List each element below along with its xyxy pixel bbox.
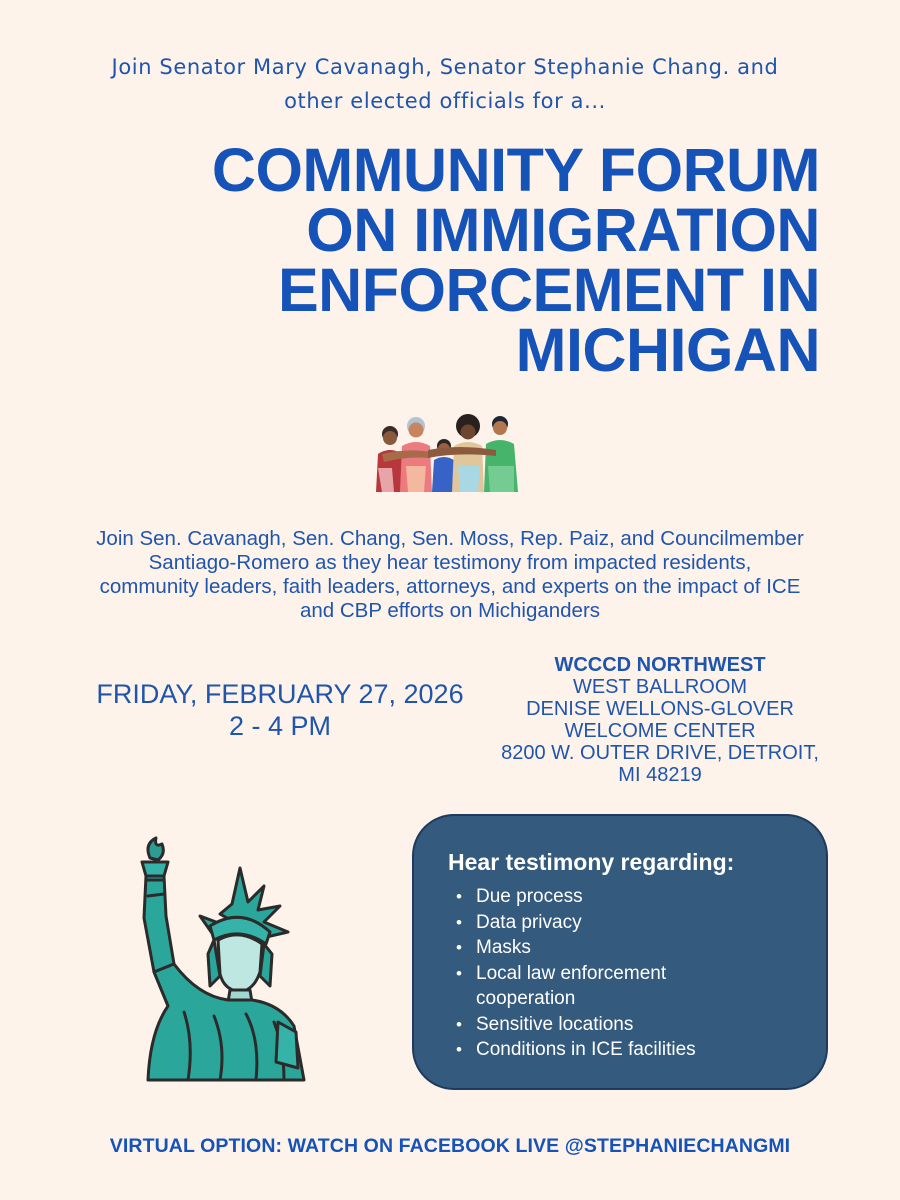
list-item-label: Sensitive locations: [476, 1013, 634, 1035]
intro-text: [60, 50, 830, 118]
venue-line-5: MI 48219: [618, 764, 702, 786]
venue-name: WCCCD NORTHWEST: [554, 654, 766, 676]
virtual-option-footer: VIRTUAL OPTION: WATCH ON FACEBOOK LIVE @STEPHANIECHANGMI: [109, 1135, 791, 1157]
list-item-label: Local law enforcement: [476, 962, 667, 984]
description-line-3: community leaders, faith leaders, attorneys, and experts on the impact of ICE: [99, 575, 801, 598]
statue-of-liberty-icon: [128, 836, 310, 1082]
intro-line-2: other elected officials for a...: [284, 89, 606, 113]
bullet-icon: •: [456, 1040, 462, 1059]
bullet-icon: •: [456, 887, 462, 906]
event-description: [40, 527, 860, 623]
bullet-icon: •: [456, 938, 462, 957]
bullet-icon: •: [456, 963, 462, 983]
event-title: [110, 136, 820, 384]
list-item: [448, 1037, 796, 1063]
bullet-icon: •: [456, 912, 462, 932]
title-line-3: ENFORCEMENT IN: [278, 256, 820, 324]
description-line-1: Join Sen. Cavanagh, Sen. Chang, Sen. Moss, Rep. Paiz, and Councilmember: [96, 527, 804, 550]
event-date: FRIDAY, FEBRUARY 27, 2026: [96, 679, 464, 709]
description-line-4: and CBP efforts on Michiganders: [299, 599, 601, 622]
group-hug-people-icon: [368, 408, 532, 492]
testimony-heading: Hear testimony regarding:: [448, 849, 735, 875]
event-time: 2 - 4 PM: [228, 711, 332, 741]
list-item-label: Due process: [476, 886, 583, 907]
intro-line-1: Join Senator Mary Cavanagh, Senator Stephanie Chang. and: [111, 55, 779, 79]
venue-line-2: DENISE WELLONS-GLOVER: [526, 698, 794, 720]
list-item: [448, 961, 796, 1012]
description-line-2: Santiago-Romero as they hear testimony from impacted residents,: [148, 551, 752, 574]
list-item: [448, 910, 796, 936]
venue-line-4: 8200 W. OUTER DRIVE, DETROIT,: [501, 742, 819, 764]
list-item-label: Conditions in ICE facilities: [476, 1039, 696, 1060]
list-item: [448, 1012, 796, 1038]
testimony-list: [448, 884, 796, 1063]
title-line-4: MICHIGAN: [515, 316, 820, 384]
list-item-label: Masks: [476, 937, 531, 958]
list-item: [448, 884, 796, 910]
testimony-topics-box: [412, 814, 828, 1090]
title-line-2: ON IMMIGRATION: [306, 196, 820, 264]
title-line-1: COMMUNITY FORUM: [211, 136, 820, 204]
event-date-time: [80, 678, 480, 742]
venue-line-3: WELCOME CENTER: [564, 720, 756, 742]
event-venue: [480, 654, 840, 786]
list-item: [448, 935, 796, 961]
venue-line-1: WEST BALLROOM: [572, 676, 748, 698]
list-item-label: Data privacy: [476, 911, 582, 933]
list-item-continuation: cooperation: [476, 988, 576, 1009]
bullet-icon: •: [456, 1014, 462, 1034]
